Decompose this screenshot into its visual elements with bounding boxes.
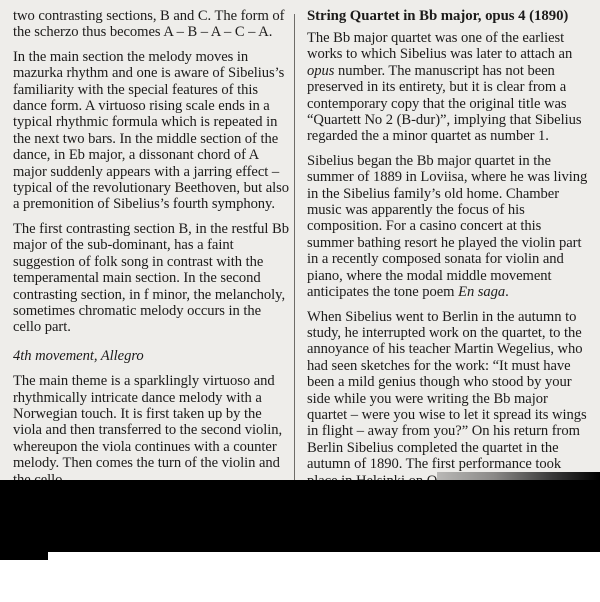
paragraph-main-theme: The main theme is a sparklingly virtuoso and rhythmically intricate dance melody with a Norwegian touch. It is first taken up by the viola and then transferred to the second violin, whereupon the viola continues with a counter melody. Then comes the turn of the violin and xyxy=(13,373,283,472)
right-column xyxy=(307,8,591,530)
black-band xyxy=(0,480,600,552)
left-column xyxy=(13,8,291,537)
paragraph-quartet-intro xyxy=(307,30,591,145)
column-divider xyxy=(294,14,295,484)
subheading-4th-movement: 4th movement, Allegro xyxy=(13,347,144,364)
text: The Bb major quartet was one of the earliest works to which Sibelius was later to attach an xyxy=(307,30,573,63)
section-heading: String Quartet in Bb major, opus 4 (1890) xyxy=(307,8,569,24)
paragraph-loviisa xyxy=(307,153,591,301)
paragraph-main-section: In the main section the melody moves in mazurka rhythm and one is aware of Sibelius’s familiarity with the special features of this dance form. A virtuoso rising scale ends in a typical rhythmic formula which is repeated in the next two bars. In the middle section of the dance, in Eb major, a dissonant chord of A major suddenly appears with a jarring effect – typical of the revolutionary Beethoven, but also a premonition of Sibelius’s fourth symphony. xyxy=(13,48,290,213)
text: number. The manuscript has not been preserved in its entirety, but it is clear from a contemporary copy that the original title was “Quartett No 2 (B-dur)”, implying that Sibelius regarded the a minor quartet as number 1. xyxy=(307,62,582,145)
black-band-tail xyxy=(0,552,48,560)
paragraph-scherzo-form: two contrasting sections, B and C. The form of the scherzo thus becomes A – B – A – C – A. xyxy=(13,8,285,41)
text: Sibelius began the Bb major quartet in the summer of 1889 in Loviisa, where he was living in the Sibelius family’s old home. Chamber music was apparently the focus of his composition. For a casino concert at this summer bathing resort he played the violin part in a recently composed sonata for violin and piano, where the modal middle movement anticipates the tone poem xyxy=(307,152,588,301)
italic-opus: opus xyxy=(307,62,335,79)
paragraph-contrasting-sections: The first contrasting section B, in the restful Bb major of the sub-dominant, has a faint suggestion of folk song in contrast with the temperamental main section. In the second contrasting section, in f minor, the melancholy, sometimes chromatic melody occurs in the cello part. xyxy=(13,220,289,336)
italic-en-saga: En saga xyxy=(458,284,506,301)
paragraph-berlin: When Sibelius went to Berlin in the autumn to study, he interrupted work on the quartet, to the annoyance of his teacher Martin Wegelius, who had seen sketches for the work: “It must have been a mild genius though who stood by your side while you were writing the Bb major quartet – were you wise to let it spread its wings in flight – away from you?” On his return from Berlin Sibelius completed the quartet in the autumn of 1890. The first performance took xyxy=(307,308,587,473)
text: . xyxy=(505,284,509,301)
